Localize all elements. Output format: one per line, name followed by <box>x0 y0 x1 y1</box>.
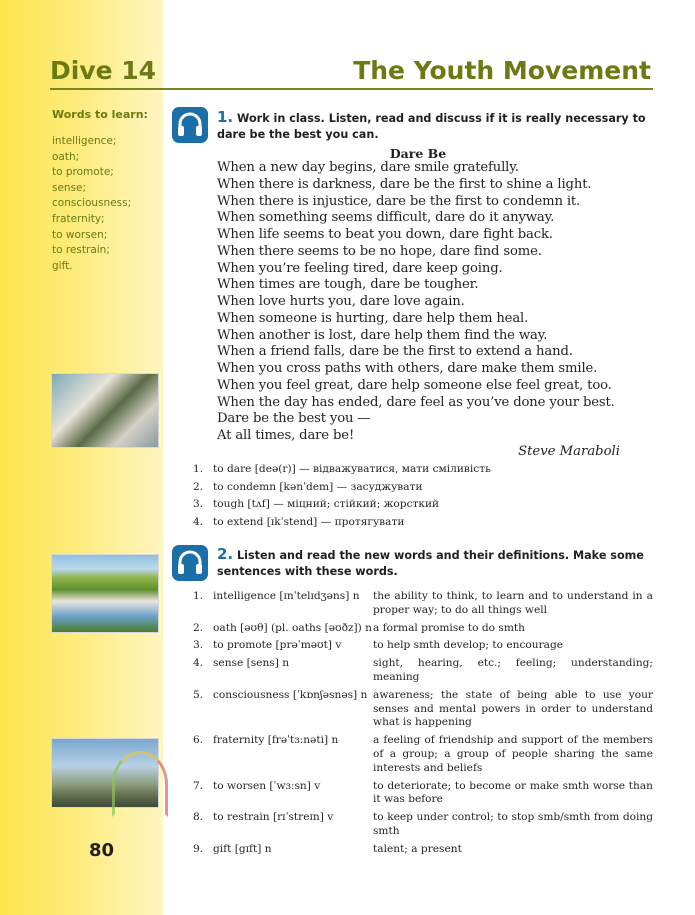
glossary-item: 4. to extend [ɪkˈstend] — протягувати <box>193 515 405 528</box>
glossary-item: 1. to dare [deə(r)] — відважуватися, мати сміливість <box>193 463 491 475</box>
poem-line: When something seems difficult, dare do it anyway. <box>217 210 555 226</box>
table-row: 1. intelligence [ɪnˈtelɪdʒəns] n the ability to think, to learn and to understand in a proper way; to do all things well <box>193 590 653 616</box>
poem-line: When you cross paths with others, dare make them smile. <box>217 361 598 376</box>
task-number: 1. <box>217 108 234 126</box>
poem-author: Steve Maraboli <box>518 444 620 459</box>
word-item: to worsen; <box>52 228 108 241</box>
vocabulary-table <box>193 590 653 861</box>
photo-joined-hands <box>51 373 159 448</box>
poem-line: When times are tough, dare be tougher. <box>217 277 479 293</box>
table-row: 7. to worsen [ˈwɜːsn] v to deteriorate; to become or make smth worse than it was before <box>193 779 653 806</box>
word-item: to restrain; <box>52 244 110 257</box>
poem-title: Dare Be <box>389 146 447 161</box>
header-divider <box>50 88 653 90</box>
table-row: 6. fraternity [frəˈtɜːnəti] n a feeling of friendship and support of the members of a group; a group of people sharing the same interests and beliefs <box>193 734 653 774</box>
poem-line: When a new day begins, dare smile gratefully. <box>217 160 519 175</box>
headphones-icon[interactable] <box>172 107 208 143</box>
word-item: to promote; <box>52 166 114 179</box>
page-number: 80 <box>89 840 115 861</box>
glossary-list <box>193 461 491 531</box>
word-item: fraternity; <box>52 212 105 225</box>
word-item: oath; <box>52 150 80 163</box>
words-to-learn-heading: Words to learn: <box>52 108 148 121</box>
task-1-instruction <box>217 110 653 142</box>
word-item: intelligence; <box>52 135 117 147</box>
task-2-instruction <box>217 547 653 579</box>
poem-line: At all times, dare be! <box>217 428 355 443</box>
word-item: gift. <box>52 259 73 272</box>
task-text: Listen and read the new words and their definitions. Make some sentences with these words. <box>217 549 644 578</box>
table-row: 4. sense [sens] n sight, hearing, etc.; feeling; understanding; meaning <box>193 657 653 683</box>
photo-girl-in-grass <box>51 554 159 633</box>
headphones-icon[interactable] <box>172 545 208 581</box>
poem-line: When there seems to be no hope, dare find some. <box>217 243 542 259</box>
poem-line: When there is darkness, dare be the first to shine a light. <box>217 176 592 192</box>
glossary-item: 3. tough [tʌf] — міцний; стійкий; жорсткий <box>193 498 440 511</box>
dive-label: Dive 14 <box>50 56 157 85</box>
word-item: sense; <box>52 181 87 194</box>
unit-title: The Youth Movement <box>353 56 651 85</box>
poem-line: When someone is hurting, dare help them heal. <box>217 310 529 326</box>
rainbow-shape <box>112 751 168 817</box>
task-number: 2. <box>217 545 234 563</box>
words-to-learn-list <box>52 134 131 274</box>
poem-body <box>217 160 615 445</box>
glossary-item: 2. to condemn [kənˈdem] — засуджувати <box>193 480 423 493</box>
table-row: 8. to restrain [rɪˈstreɪn] v to keep under control; to stop smb/smth from doing smth <box>193 811 653 837</box>
poem-line: When life seems to beat you down, dare fight back. <box>217 227 553 242</box>
poem-line: When there is injustice, dare be the first to condemn it. <box>217 193 581 209</box>
table-row: 5. consciousness [ˈkɒnʃəsnəs] n awareness; the state of being able to use your senses and mental powers in order to understand what is happening <box>193 688 653 729</box>
poem-line: When another is lost, dare help them find the way. <box>217 327 548 343</box>
photo-rainbow-landscape <box>51 738 159 808</box>
task-text: Work in class. Listen, read and discuss if it is really necessary to dare be the best you can. <box>217 112 646 141</box>
poem-line: When the day has ended, dare feel as you’ve done your best. <box>217 394 615 410</box>
poem-line: When you feel great, dare help someone else feel great, too. <box>217 377 612 393</box>
table-row: 2. oath [əʊθ] (pl. oaths [əʊðz]) n a formal promise to do smth <box>193 621 525 634</box>
poem-line: When a friend falls, dare be the first to extend a hand. <box>217 344 573 360</box>
poem-line: When love hurts you, dare love again. <box>217 294 465 309</box>
table-row: 3. to promote [prəˈməʊt] v to help smth develop; to encourage <box>193 639 564 652</box>
poem-line: Dare be the best you — <box>217 411 371 427</box>
word-item: consciousness; <box>52 197 132 210</box>
table-row: 9. gift [gɪft] n talent; a present <box>193 842 462 855</box>
poem-line: When you’re feeling tired, dare keep going. <box>217 260 503 276</box>
